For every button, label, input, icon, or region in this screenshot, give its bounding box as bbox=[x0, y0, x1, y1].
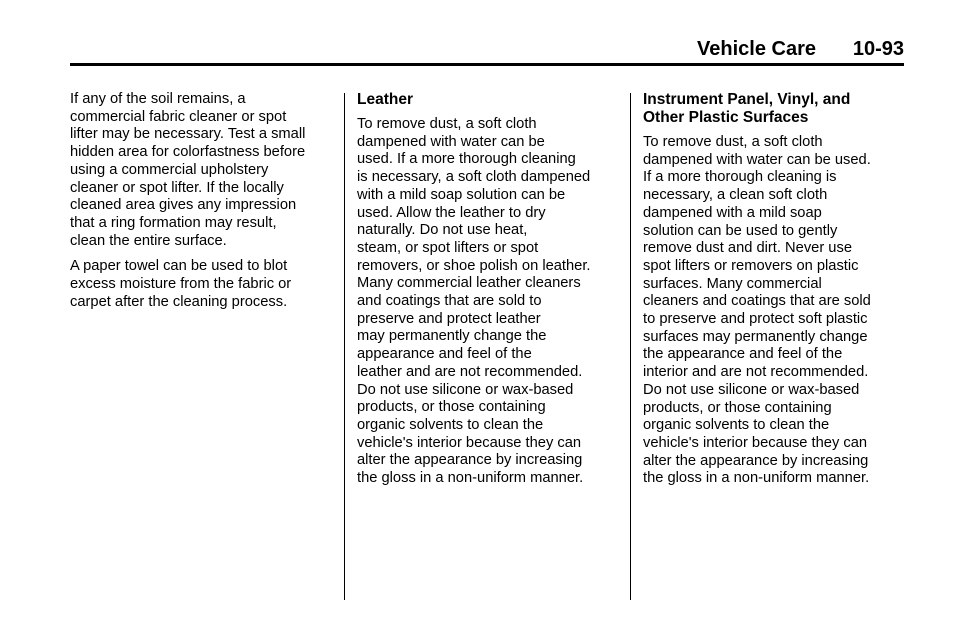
heading-leather: Leather bbox=[357, 91, 413, 108]
column-divider bbox=[630, 93, 631, 600]
page-number: 10-93 bbox=[852, 38, 904, 60]
column-instrument-panel bbox=[643, 91, 901, 496]
page-header bbox=[70, 36, 904, 64]
heading-instrument-panel: Instrument Panel, Vinyl, and Other Plastic Surfaces bbox=[643, 91, 851, 126]
paragraph-soil-remains: If any of the soil remains, a commercial fabric cleaner or spot lifter may be necessary. Test a small hidden area for colorfastness before using a commercial upholstery cleaner or spot lifter. If the locally cleaned area gives any impression that a ring formation may result, clean the entire surface. bbox=[70, 91, 306, 249]
header-rule bbox=[70, 63, 904, 66]
section-title: Vehicle Care bbox=[697, 38, 816, 60]
paragraph-paper-towel: A paper towel can be used to blot excess moisture from the fabric or carpet after the cleaning process. bbox=[70, 258, 292, 310]
paragraph-leather: To remove dust, a soft cloth dampened with water can be used. If a more thorough cleaning is necessary, a soft cloth dampened with a mild soap solution can be used. Allow the leather to dry naturally. Do not use heat, steam, or spot lifters or spot removers, or shoe polish on leather. Many commercial leather cleaners and coatings that are sold to preserve and protect leather may permanently change the appearance and feel of the leather and are not recommended. Do not use silicone or wax-based products, or those containing organic solvents to clean the vehicle's interior because they can alter the appearance by increasing the gloss in a non-uniform manner. bbox=[357, 116, 591, 487]
column-leather bbox=[357, 91, 619, 496]
column-fabric-cleaning bbox=[70, 91, 336, 319]
column-divider bbox=[344, 93, 345, 600]
paragraph-instrument-panel: To remove dust, a soft cloth dampened with water can be used. If a more thorough cleaning is necessary, a clean soft cloth dampened with a mild soap solution can be used to gently remove dust and dirt. Never use spot lifters or removers on plastic surfaces. Many commercial cleaners and coatings that are sold to preserve and protect soft plastic surfaces may permanently change the appearance and feel of the interior and are not recommended. Do not use silicone or wax-based products, or those containing organic solvents to clean the vehicle's interior because they can alter the appearance by increasing the gloss in a non-uniform manner. bbox=[643, 134, 871, 487]
